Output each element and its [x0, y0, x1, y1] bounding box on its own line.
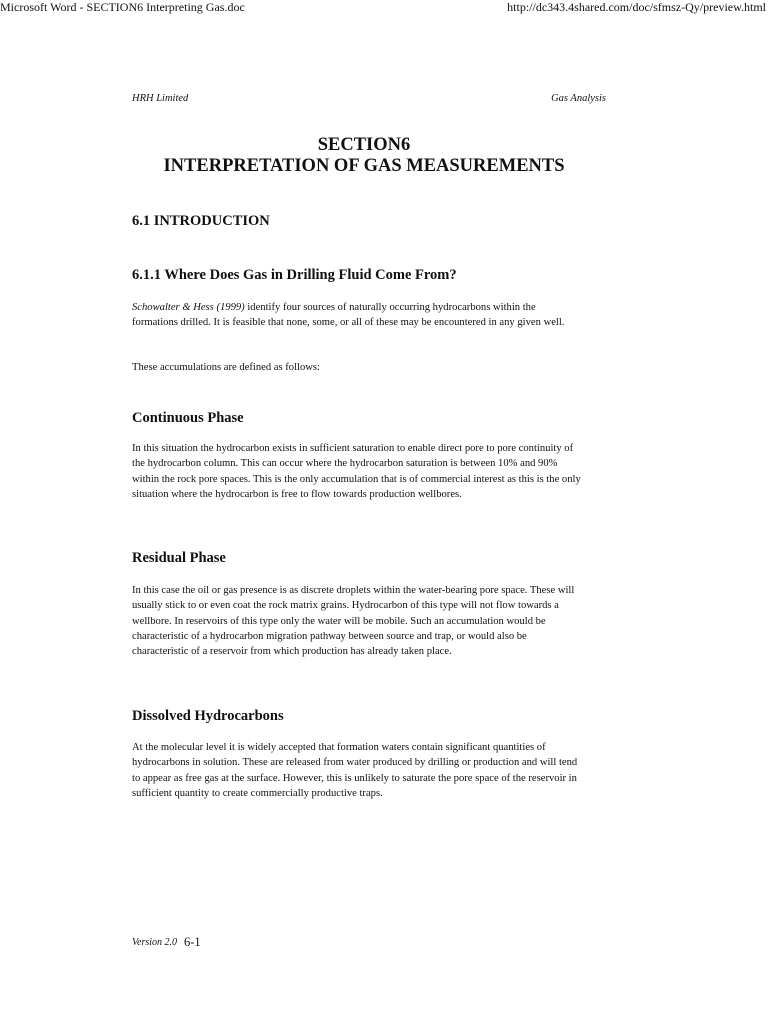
paragraph-residual-phase: In this case the oil or gas presence is as discrete droplets within the water-bearing pore space. These will usually stick to or even coat the rock matrix grains. Hydrocarbon of this type will not flow towards a wellbore. In reservoirs of this type only the water will be mobile. Such an accumulation would be characteristic of a hydrocarbon migration pathway between source and trap, or would also be characteristic of a reservoir from which production has already taken place. [132, 585, 575, 658]
paragraph-sources-text: identify four sources of naturally occurring hydrocarbons within the formations drilled. It is feasible that none, some, or all of these may be encountered in any given well. [132, 302, 565, 329]
heading-residual-phase: Residual Phase [132, 550, 226, 566]
heading-dissolved-hydrocarbons: Dissolved Hydrocarbons [132, 708, 284, 724]
heading-introduction: 6.1 INTRODUCTION [132, 213, 270, 229]
footer-page-number: 6-1 [184, 935, 201, 949]
paragraph-dissolved-hydrocarbons: At the molecular level it is widely accepted that formation waters contain significant quantities of hydrocarbons in solution. These are released from water produced by drilling or production and will tend to appear as free gas at the surface. However, this is unlikely to saturate the pore space of the reservoir in sufficient quantity to create commercially productive traps. [132, 742, 578, 799]
page-url[interactable]: http://dc343.4shared.com/doc/sfmsz-Qy/preview.html [507, 0, 766, 14]
paragraph-continuous-phase: In this situation the hydrocarbon exists in sufficient saturation to enable direct pore to pore continuity of the hydrocarbon column. This can occur where the hydrocarbon saturation is between 10% and 90% within the rock pore spaces. This is the only accumulation that is of commercial interest as this is the only situation where the hydrocarbon is free to flow towards production wellbores. [132, 443, 581, 500]
window-title: Microsoft Word - SECTION6 Interpreting Gas.doc [0, 0, 245, 14]
section-title: INTERPRETATION OF GAS MEASUREMENTS [163, 156, 565, 176]
heading-continuous-phase: Continuous Phase [132, 410, 244, 426]
header-company: HRH Limited [132, 93, 189, 104]
citation: Schowalter & Hess (1999) [132, 302, 245, 313]
paragraph-sources [132, 300, 582, 331]
header-topic: Gas Analysis [551, 93, 606, 104]
section-number: SECTION6 [317, 135, 411, 155]
footer-version: Version 2.0 [132, 937, 177, 948]
heading-gas-source: 6.1.1 Where Does Gas in Drilling Fluid Come From? [132, 267, 457, 283]
paragraph-definitions: These accumulations are defined as follows: [132, 362, 320, 373]
